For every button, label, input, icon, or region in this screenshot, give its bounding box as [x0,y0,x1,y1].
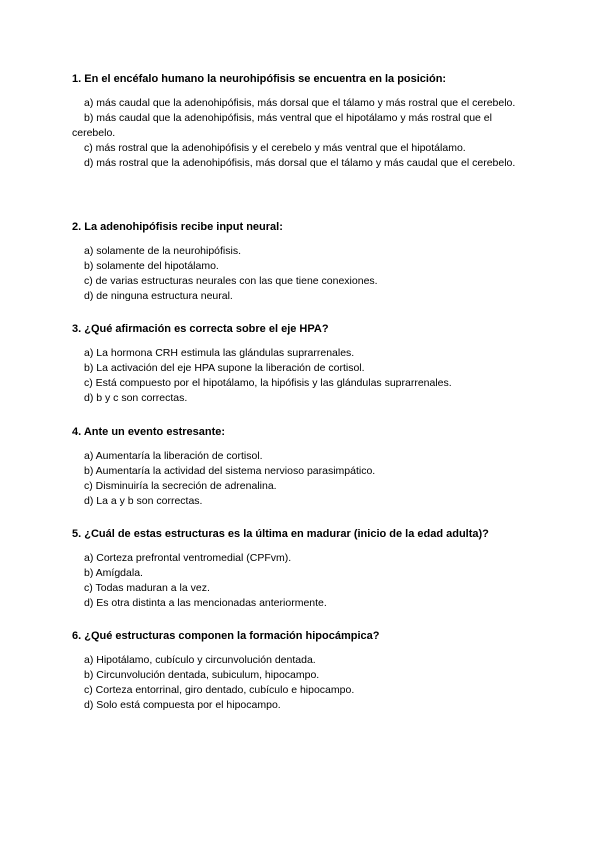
option-c: c) de varias estructuras neurales con las que tiene conexiones. [84,275,378,287]
question-title: 5. ¿Cuál de estas estructuras es la última en madurar (inicio de la edad adulta)? [72,528,489,540]
question-title: 3. ¿Qué afirmación es correcta sobre el eje HPA? [72,323,329,335]
options-list [72,653,532,713]
option-a: a) Hipotálamo, cubículo y circunvolución dentada. [84,654,316,666]
option-c: c) Está compuesto por el hipotálamo, la hipófisis y las glándulas suprarrenales. [84,377,452,389]
option-d: d) Es otra distinta a las mencionadas anteriormente. [84,597,327,609]
option-a: a) La hormona CRH estimula las glándulas suprarrenales. [84,347,355,359]
option-a: a) Corteza prefrontal ventromedial (CPFvm). [84,552,292,564]
question-title: 1. En el encéfalo humano la neurohipófisis se encuentra en la posición: [72,73,447,85]
question-title: 6. ¿Qué estructuras componen la formación hipocámpica? [72,630,380,642]
option-c: c) Todas maduran a la vez. [84,582,210,594]
option-d: d) b y c son correctas. [84,392,188,404]
question-6 [72,629,532,713]
option-b: b) La activación del eje HPA supone la liberación de cortisol. [84,362,365,374]
question-4 [72,425,532,509]
options-list [72,244,532,304]
option-c: c) Corteza entorrinal, giro dentado, cubículo e hipocampo. [84,684,355,696]
options-list [72,346,532,406]
option-c: c) más rostral que la adenohipófisis y el cerebelo y más ventral que el hipotálamo. [84,142,466,154]
option-d: d) más rostral que la adenohipófisis, más dorsal que el tálamo y más caudal que el cerebelo. [84,157,516,169]
question-title: 2. La adenohipófisis recibe input neural: [72,221,283,233]
question-2 [72,220,532,304]
option-a: a) solamente de la neurohipófisis. [84,245,242,257]
option-b: b) solamente del hipotálamo. [84,260,219,272]
option-b: b) más caudal que la adenohipófisis, más ventral que el hipotálamo y más rostral que el cerebelo. [72,112,492,139]
options-list [72,449,532,509]
question-3 [72,322,532,406]
question-5 [72,527,532,611]
option-a: a) más caudal que la adenohipófisis, más dorsal que el tálamo y más rostral que el cerebelo. [84,97,516,109]
question-1 [72,72,532,171]
option-c: c) Disminuiría la secreción de adrenalina. [84,480,277,492]
options-list [72,551,532,611]
option-b: b) Aumentaría la actividad del sistema nervioso parasimpático. [84,465,376,477]
option-b: b) Circunvolución dentada, subiculum, hipocampo. [84,669,320,681]
option-a: a) Aumentaría la liberación de cortisol. [84,450,263,462]
option-d: d) La a y b son correctas. [84,495,203,507]
question-title: 4. Ante un evento estresante: [72,426,226,438]
options-list [72,96,532,171]
option-d: d) Solo está compuesta por el hipocampo. [84,699,281,711]
option-d: d) de ninguna estructura neural. [84,290,233,302]
option-b: b) Amígdala. [84,567,143,579]
